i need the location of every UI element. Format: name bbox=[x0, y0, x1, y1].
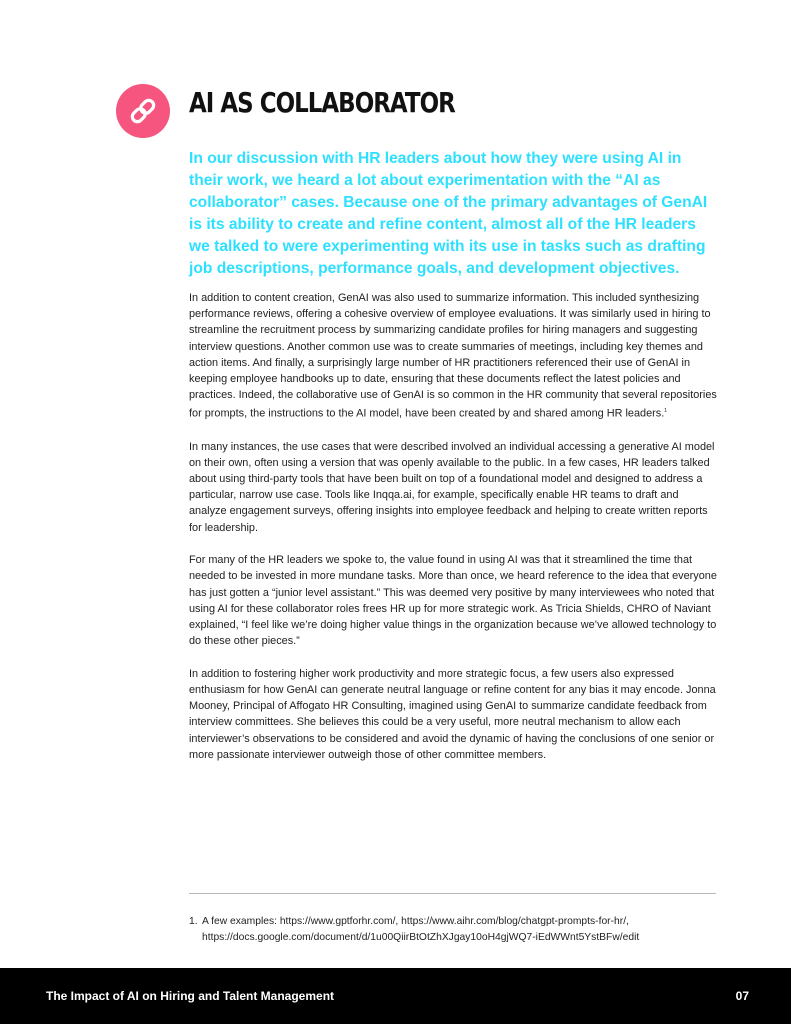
body-paragraph: In many instances, the use cases that were described involved an individual accessing a generative AI model on their own, often using a version that was openly available to the public. In a few cases, HR leaders talked about using third-party tools that have been built on top of a foundational model and designed to address a particular, narrow use case. Tools like Inqqa.ai, for example, specifically enable HR teams to draft and analyze engagement surveys, offering insights into employee feedback and helping to create written reports for leadership. bbox=[189, 440, 715, 534]
footnote-reference[interactable]: 1 bbox=[664, 408, 668, 415]
page-number: 07 bbox=[735, 989, 749, 1003]
footnote-text[interactable]: A few examples: https://www.gptforhr.com/, https://www.aihr.com/blog/chatgpt-prompts-for-hr/, https://docs.google.com/document/d/1u00QiirBtOtZhXJgay10oH4gjWQ7-iEdWWnt5YstBFw/edit bbox=[202, 916, 640, 943]
footnote-divider bbox=[189, 893, 716, 894]
body-paragraph: In addition to fostering higher work productivity and more strategic focus, a few users also expressed enthusiasm for how GenAI can generate neutral language or refine content for any bias it may encode. Jonna Mooney, Principal of Affogato HR Consulting, imagined using GenAI to summarize candidate feedback from interview committees. She believes this could be a very useful, more neutral mechanism to allow each interviewer’s observations to be considered and avoid the dynamic of having the conclusions of one senior or more passionate interviewer outweigh those of other committee members. bbox=[189, 667, 716, 761]
footnote-number: 1. bbox=[189, 916, 198, 927]
body-paragraph-text: In addition to content creation, GenAI was also used to summarize information. This included synthesizing performance reviews, offering a cohesive overview of employee evaluations. It was similarly used in hiring to streamline the recruitment process by summarizing candidate profiles for hiring managers and suggesting interview questions. Another common use was to create summaries of meetings, including key themes and action items. And finally, a surprisingly large number of HR practitioners referenced their use of GenAI in keeping employee handbooks up to date, ensuring that these documents reflect the latest policies and practices. Indeed, the collaborative use of GenAI is so common in the HR community that several repositories for prompts, the instructions to the AI model, have been created by and shared among HR leaders. bbox=[189, 292, 717, 421]
lead-paragraph: In our discussion with HR leaders about how they were using AI in their work, we heard a lot about experimentation with the “AI as collaborator” cases. Because one of the primary advantages of GenAI is its ability to create and refine content, almost all of the HR leaders we talked to were experimenting with its use in tasks such as drafting job descriptions, performance goals, and development objectives. bbox=[189, 150, 708, 277]
link-icon-badge bbox=[116, 84, 170, 138]
body-paragraph bbox=[189, 290, 717, 422]
page-footer bbox=[0, 968, 791, 1024]
link-icon bbox=[127, 95, 159, 127]
body-text bbox=[189, 290, 717, 779]
footer-title: The Impact of AI on Hiring and Talent Management bbox=[46, 989, 335, 1003]
section-title: AI AS COLLABORATOR bbox=[189, 86, 455, 119]
body-paragraph: For many of the HR leaders we spoke to, the value found in using AI was that it streamlined the time that needed to be invested in more mundane tasks. More than once, we heard reference to the idea that everyone has just gotten a “junior level assistant.” This was deemed very positive by many interviewees who noted that using AI for these collaborator roles frees HR up for more strategic work. As Tricia Shields, CHRO of Naviant explained, “I feel like we’re doing higher value things in the organization because we’ve allowed technology to do these other pieces.” bbox=[189, 554, 717, 648]
footnote bbox=[189, 914, 729, 945]
